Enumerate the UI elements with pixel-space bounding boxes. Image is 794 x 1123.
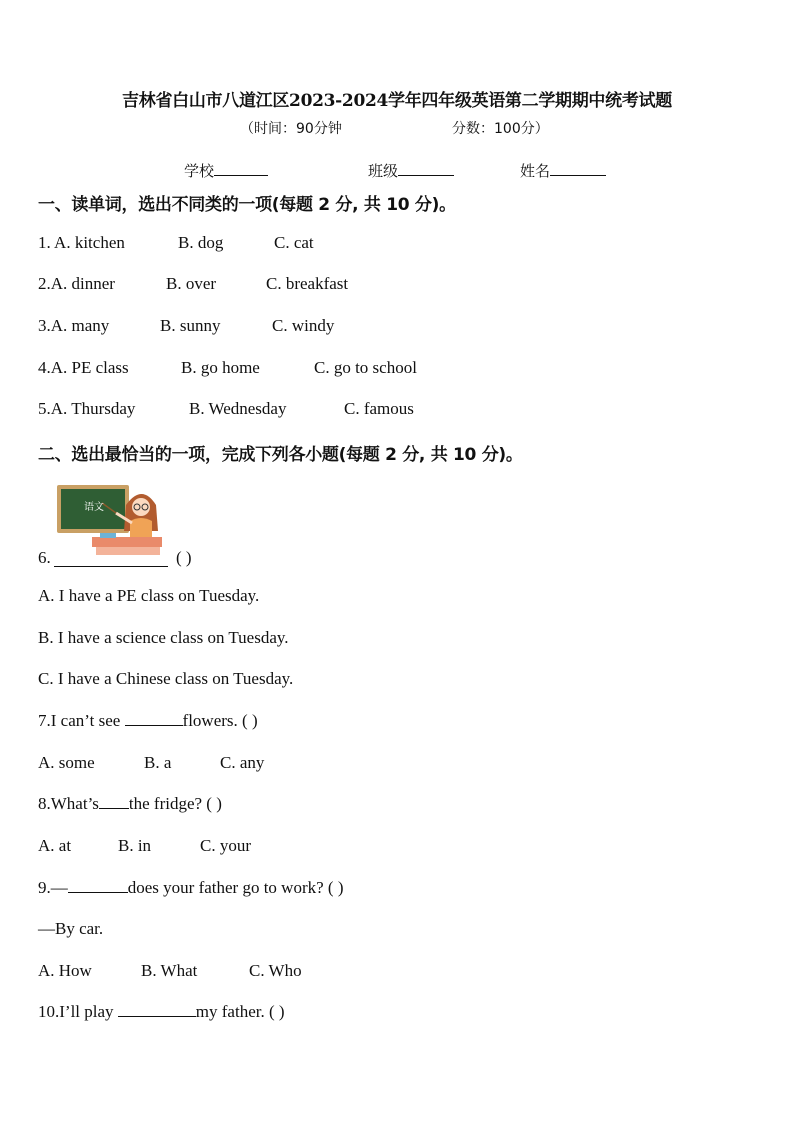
book: [100, 533, 116, 538]
q6-number: 6.: [38, 548, 51, 567]
name-field: [520, 160, 606, 181]
class-label: 班级: [368, 162, 399, 180]
q8-option-a: A. at: [38, 836, 72, 855]
q7-pre: 7.I can’t see: [38, 711, 121, 730]
q9-option-c: C. Who: [249, 961, 302, 980]
exam-score: 分数：100分）: [452, 121, 549, 137]
class-blank: [398, 161, 454, 176]
name-label: 姓名: [520, 162, 551, 180]
q6-option-c: C. I have a Chinese class on Tuesday.: [38, 669, 294, 688]
q8-stem: [38, 794, 222, 814]
name-blank: [550, 161, 606, 176]
q4-option-b: B. go home: [181, 358, 260, 377]
q3-option-b: B. sunny: [160, 316, 221, 335]
q9-pre: 9.—: [38, 878, 68, 897]
q4-option-a: 4.A. PE class: [38, 358, 129, 377]
q3-option-c: C. windy: [272, 316, 335, 335]
q7-blank: [125, 711, 183, 726]
q2-option-c: C. breakfast: [266, 274, 349, 293]
q8-post: the fridge? ( ): [128, 794, 222, 813]
school-label: 学校: [184, 162, 215, 180]
exam-time: （时间：90分钟: [240, 121, 342, 137]
q2-option-a: 2.A. dinner: [38, 274, 115, 293]
q1-option-b: B. dog: [178, 233, 224, 252]
q6-blank-line: [54, 566, 168, 567]
q7-option-a: A. some: [38, 753, 95, 772]
teacher-face: [132, 498, 150, 516]
class-field: [368, 160, 454, 181]
q9-post: does your father go to work? ( ): [127, 878, 344, 897]
q9-blank: [68, 878, 128, 893]
q8-option-c: C. your: [200, 836, 251, 855]
q7-stem: [38, 711, 258, 731]
q9-answer-line: —By car.: [38, 919, 104, 938]
q7-option-c: C. any: [220, 753, 265, 772]
q10-post: my father. ( ): [195, 1002, 285, 1021]
q1-option-a: 1. A. kitchen: [38, 233, 125, 252]
q7-post: flowers. ( ): [182, 711, 258, 730]
q4-option-c: C. go to school: [314, 358, 417, 377]
teacher-shirt: [130, 518, 152, 537]
desk-front: [96, 547, 160, 555]
q5-option-c: C. famous: [344, 399, 414, 418]
q5-option-a: 5.A. Thursday: [38, 399, 136, 418]
q8-option-b: B. in: [118, 836, 152, 855]
q8-blank: [99, 794, 129, 809]
page-title: 吉林省白山市八道江区2023-2024学年四年级英语第二学期期中统考试题: [122, 91, 672, 111]
q10-pre: 10.I’ll play: [38, 1002, 114, 1021]
q1-option-c: C. cat: [274, 233, 314, 252]
school-field: [184, 160, 268, 181]
q6-option-b: B. I have a science class on Tuesday.: [38, 628, 289, 647]
q7-option-b: B. a: [144, 753, 172, 772]
classroom-scene-icon: [56, 483, 168, 557]
q9-option-a: A. How: [38, 961, 92, 980]
q10-stem: [38, 1002, 285, 1022]
q10-blank: [118, 1002, 196, 1017]
q2-option-b: B. over: [166, 274, 217, 293]
q5-option-b: B. Wednesday: [189, 399, 287, 418]
school-blank: [214, 161, 268, 176]
q9-stem: [38, 878, 344, 898]
q9-option-b: B. What: [141, 961, 198, 980]
section-2-title: 二、选出最恰当的一项，完成下列各小题(每题 2 分, 共 10 分)。: [38, 445, 523, 465]
section-1-title: 一、读单词，选出不同类的一项(每题 2 分, 共 10 分)。: [38, 195, 456, 215]
q6-paren: ( ): [176, 548, 192, 567]
q8-pre: 8.What’s: [38, 794, 99, 813]
q3-option-a: 3.A. many: [38, 316, 110, 335]
teacher-chinese-class-illustration: [56, 483, 168, 557]
teacher-desk: [92, 537, 162, 547]
board-text: 语文: [84, 502, 104, 513]
q6-option-a: A. I have a PE class on Tuesday.: [38, 586, 260, 605]
